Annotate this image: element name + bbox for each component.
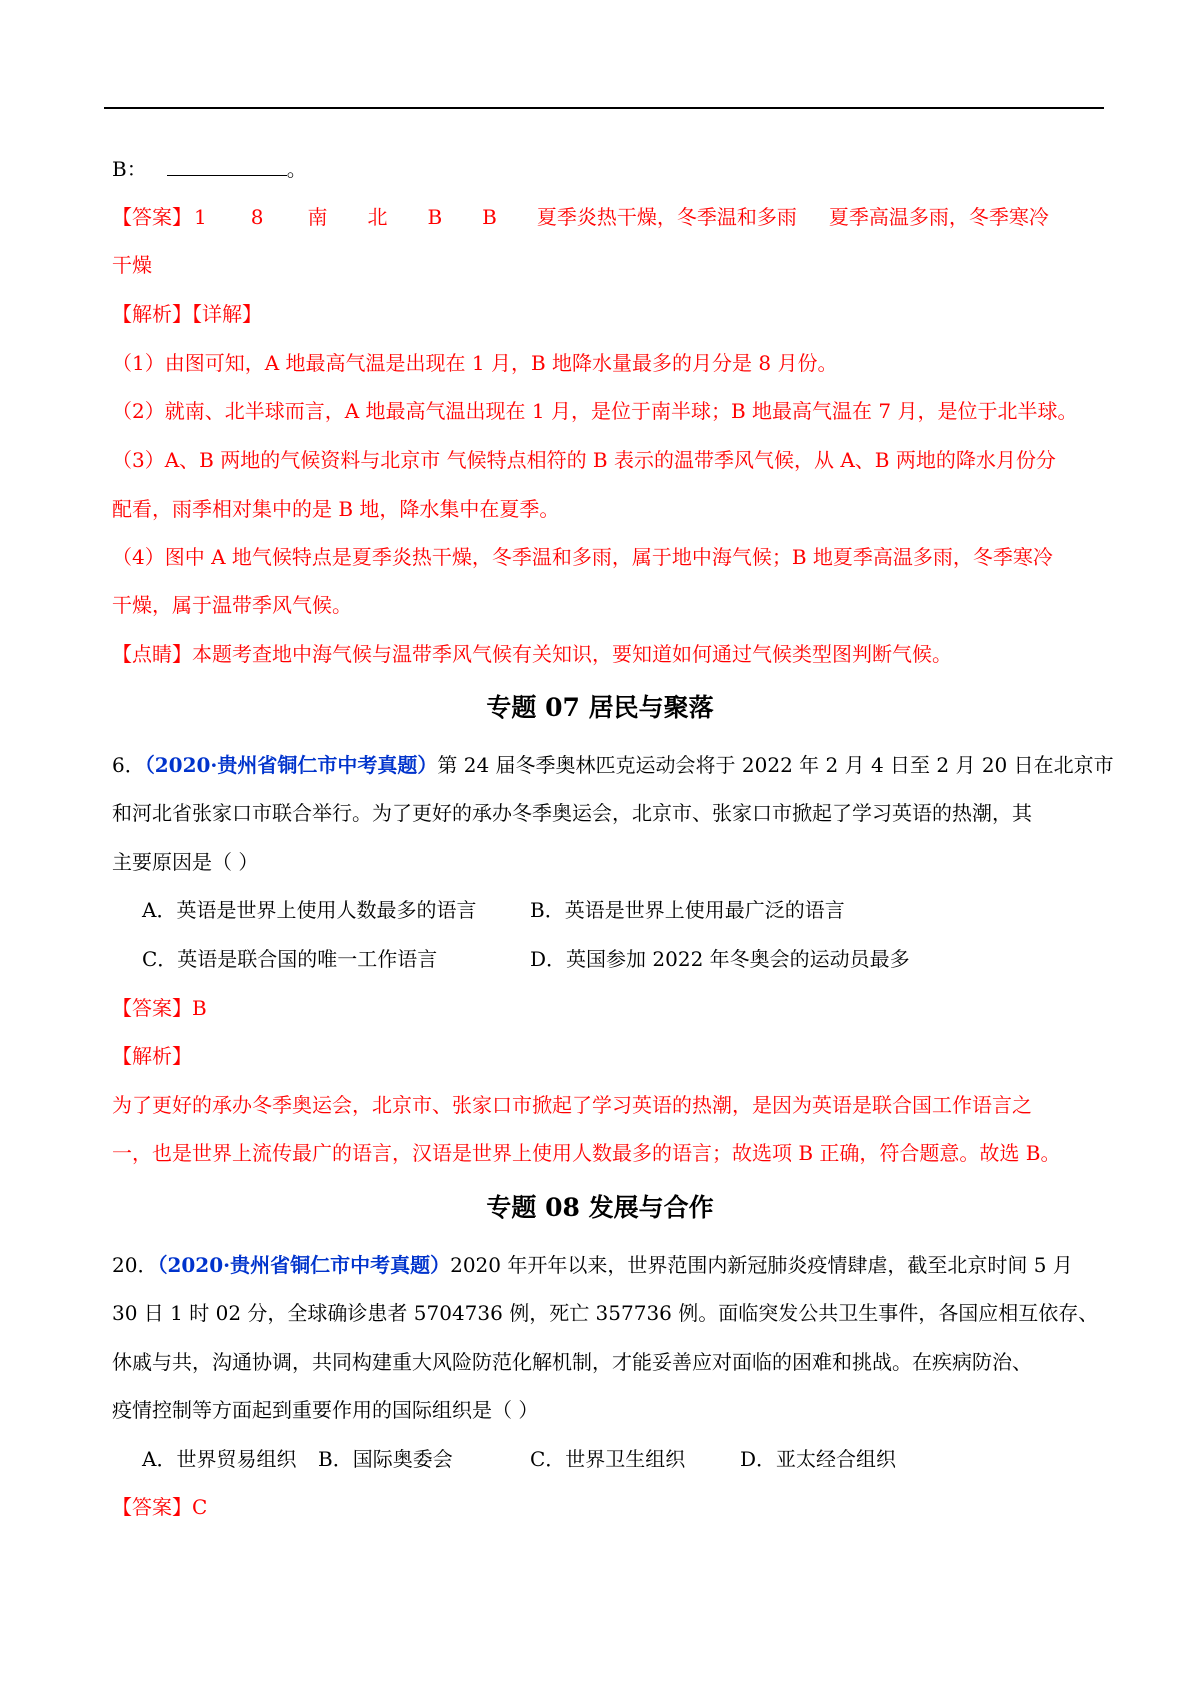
- blank-b-label: B：: [112, 157, 147, 181]
- answer-item: 夏季高温多雨，冬季寒冷: [828, 205, 1049, 229]
- option-d: D．亚太经合组织: [740, 1447, 897, 1471]
- answer-line: 【答案】B: [112, 996, 207, 1020]
- answer-item: 北: [367, 205, 388, 229]
- question-text: 疫情控制等方面起到重要作用的国际组织是（ ）: [112, 1398, 539, 1422]
- analysis-line: 配看，雨季相对集中的是 B 地，降水集中在夏季。: [112, 497, 560, 521]
- analysis-header: [112, 301, 262, 327]
- answer-item: 1: [194, 205, 207, 229]
- question-text: 休戚与共，沟通协调，共同构建重大风险防范化解机制，才能妥善应对面临的困难和挑战。在疾病防治、: [112, 1350, 1032, 1374]
- option-a: A．世界贸易组织: [142, 1447, 297, 1471]
- question-number: 20．: [112, 1253, 158, 1277]
- question-source: （2020·贵州省铜仁市中考真题）: [157, 1253, 451, 1277]
- answer-item: 8: [250, 205, 264, 229]
- question-source: （2020·贵州省铜仁市中考真题）: [144, 753, 438, 777]
- comment-line: 【点睛】本题考查地中海气候与温带季风气候有关知识，要知道如何通过气候类型图判断气候。: [112, 642, 952, 666]
- analysis-tag: 【解析】: [112, 1044, 192, 1068]
- question-line: [112, 752, 1114, 778]
- option-a: A．英语是世界上使用人数最多的语言: [142, 898, 477, 922]
- analysis-line: （3）A、B 两地的气候资料与北京市 气候特点相符的 B 表示的温带季风气候，从 A、B 两地的降水月份分: [112, 448, 1056, 472]
- analysis-line: 一，也是世界上流传最广的语言，汉语是世界上使用人数最多的语言；故选项 B 正确，符合题意。故选 B。: [112, 1141, 1061, 1165]
- option-d: D．英国参加 2022 年冬奥会的运动员最多: [530, 947, 910, 971]
- answer-continuation: 干燥: [112, 253, 152, 277]
- analysis-line: （4）图中 A 地气候特点是夏季炎热干燥，冬季温和多雨，属于地中海气候；B 地夏季高温多雨，冬季寒冷: [112, 545, 1053, 569]
- question-number: 6．: [112, 753, 145, 777]
- header-rule: [104, 107, 1104, 109]
- analysis-line: 为了更好的承办冬季奥运会，北京市、张家口市掀起了学习英语的热潮，是因为英语是联合国工作语言之: [112, 1093, 1032, 1117]
- answer-line: [112, 204, 1049, 230]
- option-c: C．英语是联合国的唯一工作语言: [142, 947, 438, 971]
- analysis-line: （1）由图可知，A 地最高气温是出现在 1 月，B 地降水量最多的月分是 8 月份。: [112, 351, 838, 375]
- question-text: 和河北省张家口市联合举行。为了更好的承办冬季奥运会，北京市、张家口市掀起了学习英语的热潮，其: [112, 801, 1032, 825]
- blank-b: [112, 156, 307, 182]
- section-title: 专题 07 居民与聚落: [486, 693, 714, 722]
- answer-item: B: [482, 205, 497, 229]
- detail-tag: 【详解】: [192, 302, 262, 326]
- question-text: 2020 年开年以来，世界范围内新冠肺炎疫情肆虐，截至北京时间 5 月: [450, 1253, 1073, 1277]
- question-text: 30 日 1 时 02 分，全球确诊患者 5704736 例，死亡 357736 例。面临突发公共卫生事件，各国应相互依存、: [112, 1301, 1099, 1325]
- option-b: B．英语是世界上使用最广泛的语言: [530, 898, 845, 922]
- answer-item: 夏季炎热干燥，冬季温和多雨: [536, 205, 797, 229]
- answer-item: 南: [307, 205, 328, 229]
- question-text: 第 24 届冬季奥林匹克运动会将于 2022 年 2 月 4 日至 2 月 20 日在北京市: [437, 753, 1114, 777]
- option-b: B．国际奥委会: [318, 1447, 453, 1471]
- blank-b-tail: 。: [286, 157, 307, 181]
- answer-tag: 【答案】: [112, 205, 192, 229]
- answer-item: B: [427, 205, 443, 229]
- answer-blank: [167, 157, 287, 176]
- section-title: 专题 08 发展与合作: [486, 1193, 714, 1222]
- question-text: 主要原因是（ ）: [112, 850, 259, 874]
- question-line: [112, 1252, 1073, 1278]
- analysis-line: （2）就南、北半球而言，A 地最高气温出现在 1 月，是位于南半球；B 地最高气温在 7 月，是位于北半球。: [112, 399, 1078, 423]
- analysis-line: 干燥，属于温带季风气候。: [112, 593, 352, 617]
- answer-line: 【答案】C: [112, 1495, 208, 1519]
- option-c: C．世界卫生组织: [530, 1447, 686, 1471]
- analysis-tag: 【解析】: [112, 302, 192, 326]
